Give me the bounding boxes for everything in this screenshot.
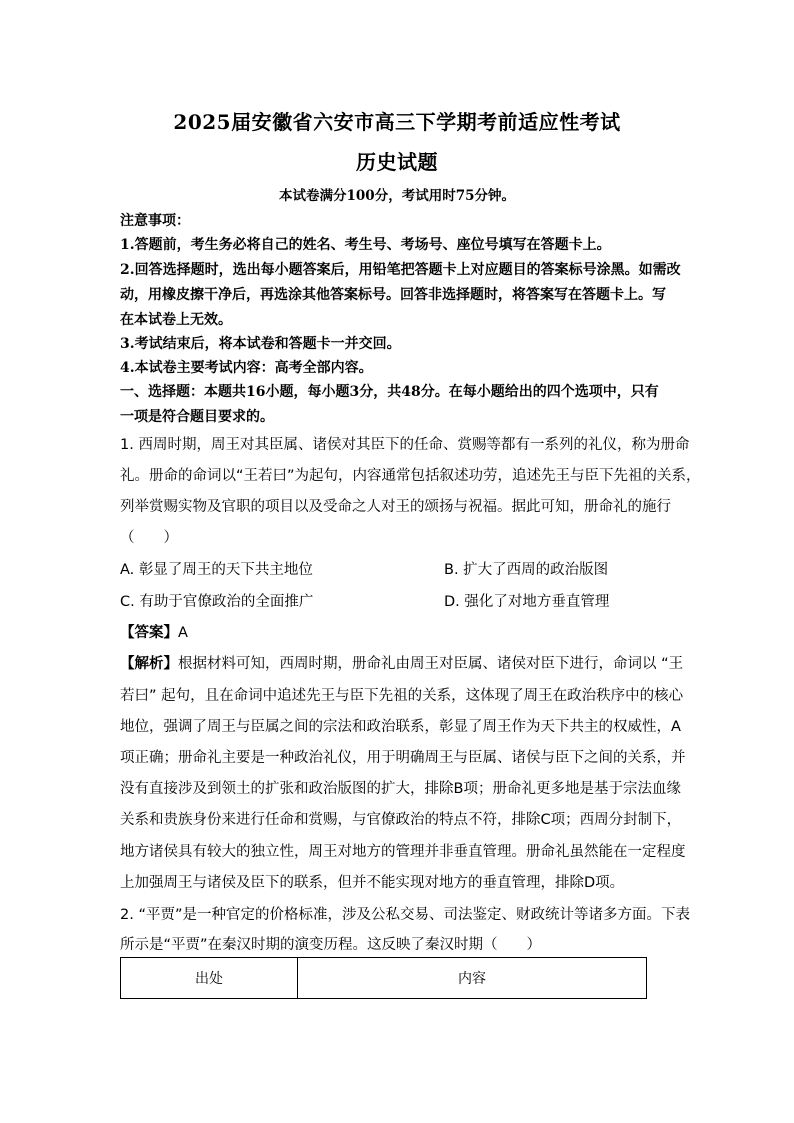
option-b: B. 扩大了西周的政治版图 [444,562,609,578]
table-header-source: 出处 [121,958,298,998]
option-a: A. 彰显了周王的天下共主地位 [120,562,313,578]
question-2-line: 2. “平贾”是一种官定的价格标准，涉及公私交易、司法鉴定、财政统计等诸多方面。下表 [120,907,690,923]
exam-title: 2025届安徽省六安市高三下学期考前适应性考试 [173,110,621,134]
note-line: 4.本试卷主要考试内容：高考全部内容。 [120,360,373,376]
subject-title: 历史试题 [356,150,438,174]
answer-line [120,621,680,642]
note-line: 在本试卷上无效。 [120,312,232,328]
note-line: 1.答题前，考生务必将自己的姓名、考生号、考场号、座位号填写在答题卡上。 [120,237,611,253]
analysis-tag: 【解析】 [120,656,178,672]
exam-info: 本试卷满分100分，考试用时75分钟。 [279,188,515,204]
answer-tag: 【答案】 [120,625,178,641]
analysis-line: 项正确；册命礼主要是一种政治礼仪，用于明确周王与臣属、诸侯与臣下之间的关系，并 [120,750,686,766]
analysis-line: 关系和贵族身份来进行任命和赏赐，与官僚政治的特点不符，排除C项；西周分封制下， [120,812,682,828]
option-d: D. 强化了对地方垂直管理 [444,594,610,610]
note-line: 3.考试结束后，将本试卷和答题卡一并交回。 [120,336,401,352]
question-2-table [120,957,647,999]
note-line: 2.回答选择题时，选出每小题答案后，用铅笔把答题卡上对应题目的答案标号涂黑。如需改 [120,262,681,278]
notes-heading: 注意事项： [120,213,190,229]
analysis-line: 上加强周王与诸侯及臣下的联系，但并不能实现对地方的垂直管理，排除D项。 [120,875,625,891]
section-heading: 一项是符合题目要求的。 [120,409,274,425]
question-1-blank: （ ） [120,530,178,546]
analysis-line: 没有直接涉及到领土的扩张和政治版图的扩大，排除B项；册命礼更多地是基于宗法血缘 [120,781,681,797]
question-1-line: 礼。册命的命词以“王若曰”为起句，内容通常包括叙述功劳，追述先王与臣下先祖的关系， [120,468,701,484]
analysis-line: 若曰” 起句，且在命词中追述先王与臣下先祖的关系，这体现了周王在政治秩序中的核心 [120,688,684,704]
table-header-content: 内容 [458,971,486,987]
section-heading: 一、选择题：本题共16小题，每小题3分，共48分。在每小题给出的四个选项中，只有 [120,384,659,400]
question-1-line: 1. 西周时期，周王对其臣属、诸侯对其臣下的任命、赏赐等都有一系列的礼仪，称为册命 [120,437,690,453]
analysis-line [120,652,684,673]
analysis-text: 根据材料可知，西周时期，册命礼由周王对臣属、诸侯对臣下进行，命词以 “王 [178,656,684,672]
analysis-line: 地方诸侯具有较大的独立性，周王对地方的管理并非垂直管理。册命礼虽然能在一定程度 [120,844,686,860]
answer-value: A [178,625,188,641]
option-c: C. 有助于官僚政治的全面推广 [120,594,314,610]
question-1-line: 列举赏赐实物及官职的项目以及受命之人对王的颂扬与祝福。据此可知，册命礼的施行 [120,499,671,515]
note-line: 动，用橡皮擦干净后，再选涂其他答案标号。回答非选择题时，将答案写在答题卡上。写 [120,287,666,303]
question-2-line: 所示是“平贾”在秦汉时期的演变历程。这反映了秦汉时期（ ） [120,937,542,953]
analysis-line: 地位，强调了周王与臣属之间的宗法和政治联系，彰显了周王作为天下共主的权威性，A [120,719,681,735]
